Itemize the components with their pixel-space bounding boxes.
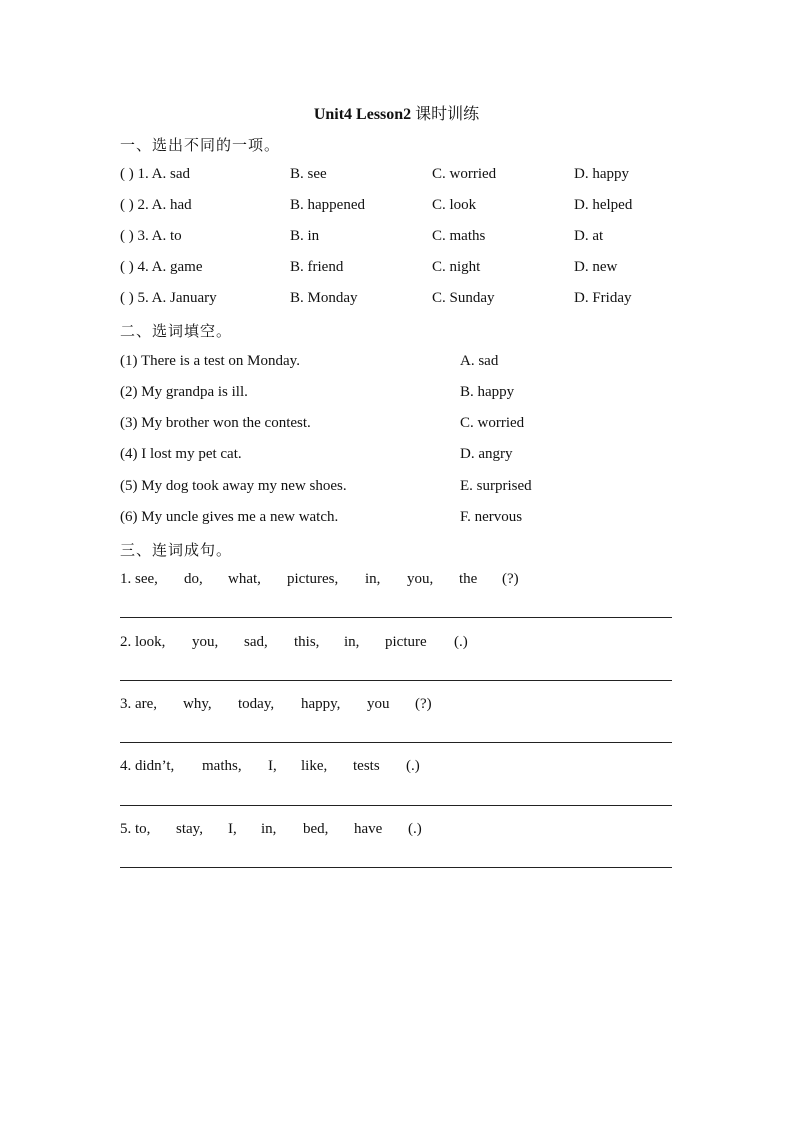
choice-option-b: B. Monday <box>290 290 358 306</box>
word-row <box>120 696 680 718</box>
answer-line[interactable] <box>120 680 672 681</box>
match-row <box>120 446 680 468</box>
word: picture <box>385 634 427 650</box>
match-sentence: (4) I lost my pet cat. <box>120 446 242 462</box>
section3-heading: 三、连词成句。 <box>120 541 233 559</box>
choice-option-c: C. look <box>432 197 477 213</box>
choice-question: ( ) 4. A. game <box>120 259 203 275</box>
match-option: C. worried <box>460 415 525 431</box>
match-row <box>120 415 680 437</box>
match-option: B. happy <box>460 384 515 400</box>
word: in, <box>261 821 277 837</box>
choice-option-c: C. night <box>432 259 481 275</box>
match-sentence: (6) My uncle gives me a new watch. <box>120 509 339 525</box>
choice-question: ( ) 5. A. January <box>120 290 217 306</box>
word: (?) <box>502 571 519 587</box>
word: (.) <box>406 758 420 774</box>
word: in, <box>365 571 381 587</box>
word-row <box>120 571 680 593</box>
word: sad, <box>244 634 268 650</box>
choice-option-c: C. worried <box>432 166 497 182</box>
choice-option-b: B. friend <box>290 259 344 275</box>
word: 2. look, <box>120 634 166 650</box>
word: you <box>367 696 390 712</box>
word: in, <box>344 634 360 650</box>
match-sentence: (3) My brother won the contest. <box>120 415 311 431</box>
answer-line[interactable] <box>120 867 672 868</box>
choice-option-b: B. see <box>290 166 327 182</box>
match-sentence: (2) My grandpa is ill. <box>120 384 248 400</box>
choice-option-d: D. helped <box>574 197 633 213</box>
choice-question: ( ) 1. A. sad <box>120 166 190 182</box>
match-sentence: (1) There is a test on Monday. <box>120 353 300 369</box>
choice-row <box>120 166 680 188</box>
choice-option-d: D. at <box>574 228 604 244</box>
page-title <box>0 101 793 124</box>
word: (.) <box>408 821 422 837</box>
word: what, <box>228 571 261 587</box>
choice-question: ( ) 3. A. to <box>120 228 182 244</box>
word: 5. to, <box>120 821 151 837</box>
word: happy, <box>301 696 341 712</box>
choice-option-b: B. in <box>290 228 320 244</box>
word: today, <box>238 696 275 712</box>
match-option: F. nervous <box>460 509 523 525</box>
match-row <box>120 353 680 375</box>
choice-question: ( ) 2. A. had <box>120 197 192 213</box>
choice-option-c: C. Sunday <box>432 290 495 306</box>
section1-heading: 一、选出不同的一项。 <box>120 136 281 154</box>
choice-option-b: B. happened <box>290 197 365 213</box>
word: bed, <box>303 821 329 837</box>
word: you, <box>407 571 434 587</box>
choice-option-d: D. new <box>574 259 618 275</box>
answer-line[interactable] <box>120 742 672 743</box>
match-option: D. angry <box>460 446 513 462</box>
word: this, <box>294 634 320 650</box>
choice-option-c: C. maths <box>432 228 486 244</box>
word: maths, <box>202 758 242 774</box>
word: why, <box>183 696 212 712</box>
word: like, <box>301 758 328 774</box>
match-row <box>120 509 680 531</box>
match-row <box>120 384 680 406</box>
word: do, <box>184 571 203 587</box>
section2-heading: 二、选词填空。 <box>120 322 233 340</box>
word: 1. see, <box>120 571 158 587</box>
choice-row <box>120 228 680 250</box>
word: 3. are, <box>120 696 158 712</box>
word: stay, <box>176 821 203 837</box>
word: tests <box>353 758 380 774</box>
answer-line[interactable] <box>120 805 672 806</box>
choice-row <box>120 290 680 312</box>
answer-line[interactable] <box>120 617 672 618</box>
word: have <box>354 821 383 837</box>
word-row <box>120 758 680 780</box>
choice-row <box>120 197 680 219</box>
choice-option-d: D. happy <box>574 166 629 182</box>
word: I, <box>268 758 277 774</box>
word: you, <box>192 634 219 650</box>
title-english: Unit4 Lesson2 <box>313 106 412 123</box>
word: (?) <box>415 696 432 712</box>
word: 4. didn’t, <box>120 758 175 774</box>
match-sentence: (5) My dog took away my new shoes. <box>120 478 347 494</box>
match-row <box>120 478 680 500</box>
word-row <box>120 634 680 656</box>
match-option: E. surprised <box>460 478 532 494</box>
choice-option-d: D. Friday <box>574 290 632 306</box>
choice-row <box>120 259 680 281</box>
title-chinese: 课时训练 <box>415 106 480 123</box>
word: (.) <box>454 634 468 650</box>
word: pictures, <box>287 571 339 587</box>
word-row <box>120 821 680 843</box>
word: I, <box>228 821 237 837</box>
match-option: A. sad <box>460 353 499 369</box>
word: the <box>459 571 478 587</box>
